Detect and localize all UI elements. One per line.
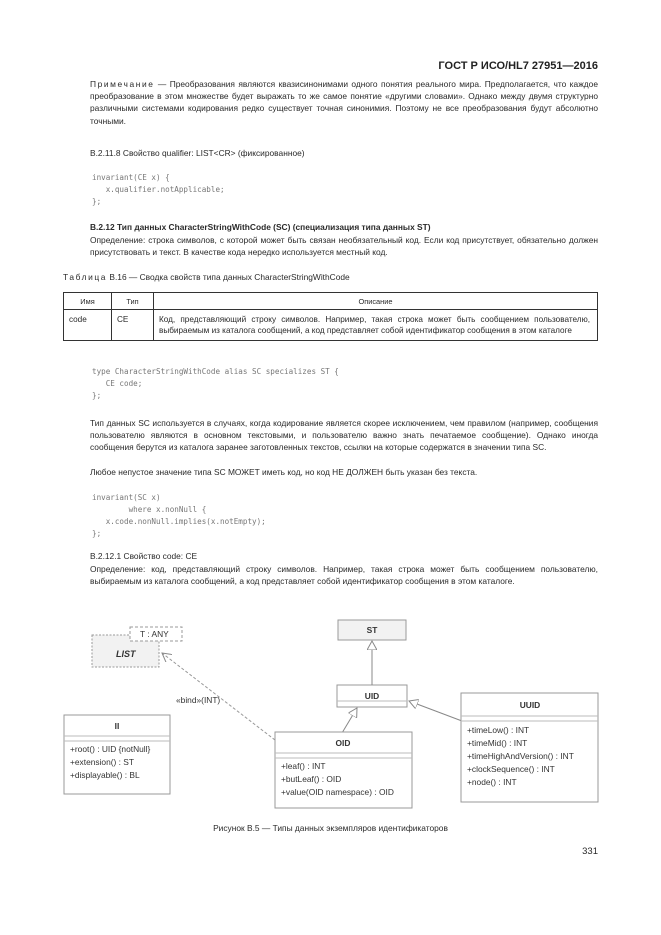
- para-sc-usage: Тип данных SC используется в случаях, когда кодирование является скорее исключением, чем правилом (например, сообщения пользователю являются в основном текстовыми, и пользователю важно знать печатаемое сообщение). Однако иногда сообщения берутся из каталога заранее заготовленных текстов, ссылки на которые содержатся в значении типа SC.: [90, 418, 598, 453]
- cell-type: CE: [112, 310, 154, 341]
- header-name: Имя: [64, 293, 112, 310]
- page-number: 331: [582, 846, 598, 857]
- uuid-op: +node() : INT: [467, 777, 517, 787]
- uml-diagram: [0, 615, 661, 820]
- uuid-class: [461, 693, 598, 802]
- properties-table: [63, 292, 598, 341]
- section-qualifier: B.2.11.8 Свойство qualifier: LIST<CR> (фиксированное): [90, 148, 305, 158]
- ii-class: [64, 715, 170, 794]
- st-class: [338, 620, 406, 640]
- table-caption-text: B.16 — Сводка свойств типа данных CharacterStringWithCode: [107, 272, 350, 282]
- ii-op: +root() : UID {notNull}: [70, 744, 151, 754]
- document-header: ГОСТ Р ИСО/HL7 27951—2016: [438, 60, 598, 72]
- table-row: [64, 310, 598, 341]
- uuid-op: +timeLow() : INT: [467, 725, 530, 735]
- oid-uid-generalization: [342, 708, 357, 733]
- oid-name: OID: [335, 738, 351, 748]
- section-code-property: B.2.12.1 Свойство code: CE: [90, 551, 198, 561]
- oid-op: +leaf() : INT: [281, 761, 326, 771]
- st-name: ST: [366, 625, 378, 635]
- uuid-op: +clockSequence() : INT: [467, 764, 555, 774]
- code-block-2: type CharacterStringWithCode alias SC specializes ST { CE code; };: [92, 367, 339, 400]
- ii-name: II: [114, 721, 120, 731]
- table-caption: [63, 272, 350, 282]
- list-param: T : ANY: [140, 629, 169, 639]
- code-block-3: invariant(SC x) where x.nonNull { x.code.nonNull.implies(x.notEmpty); };: [92, 493, 266, 538]
- table-header-row: [64, 293, 598, 310]
- list-name: LIST: [116, 649, 136, 659]
- note-label: Примечание: [90, 79, 155, 89]
- oid-class: [275, 732, 412, 808]
- cell-name: code: [64, 310, 112, 341]
- definition-code: Определение: код, представляющий строку символов. Например, такая строка может быть сообщением пользователю, выбираемым из каталога сообщений, а код представляет собой идентификатор сообщения в этом каталоге.: [90, 564, 598, 587]
- figure-caption: Рисунок B.5 — Типы данных экземпляров идентификаторов: [213, 823, 448, 833]
- section-212-heading: B.2.12 Тип данных CharacterStringWithCode (SC) (специализация типа данных ST): [90, 222, 431, 232]
- uid-class: [337, 685, 407, 707]
- note-paragraph: [90, 78, 598, 127]
- para-sc-rule: Любое непустое значение типа SC МОЖЕТ иметь код, но код НЕ ДОЛЖЕН быть указан без текста.: [90, 467, 478, 477]
- oid-op: +value(OID namespace) : OID: [281, 787, 394, 797]
- oid-op: +butLeaf() : OID: [281, 774, 342, 784]
- uid-name: UID: [364, 691, 380, 701]
- header-description: Описание: [154, 293, 598, 310]
- note-text: — Преобразования являются квазисинонимами одного понятия реального мира. Предполагается, что каждое преобразование в этом множестве будет выражать то же самое понятие «другими словами». Однако между двумя структурно различными системами кодирования редко существует точная синонимия. Поэтому не все преобразования будут абсолютно точными.: [90, 79, 598, 126]
- uuid-name: UUID: [519, 700, 541, 710]
- bind-label: «bind»(INT): [176, 695, 221, 705]
- header-type: Тип: [112, 293, 154, 310]
- list-class: [92, 627, 182, 667]
- code-block-1: invariant(CE x) { x.qualifier.notApplicable; };: [92, 173, 225, 206]
- uuid-op: +timeMid() : INT: [467, 738, 528, 748]
- definition-sc: Определение: строка символов, с которой может быть связан необязательный код. Если код присутствует, обязательно должен присутствовать и текст. В качестве кода нередко используется местный код.: [90, 235, 598, 258]
- uuid-op: +timeHighAndVersion() : INT: [467, 751, 574, 761]
- ii-op: +displayable() : BL: [70, 770, 140, 780]
- ii-op: +extension() : ST: [70, 757, 135, 767]
- table-label: Таблица: [63, 272, 108, 282]
- uuid-uid-generalization: [409, 701, 462, 721]
- cell-description: Код, представляющий строку символов. Например, такая строка может быть сообщением пользователю, выбираемым из каталога сообщений, а код представляет собой идентификатор сообщения в этом каталоге: [154, 310, 598, 341]
